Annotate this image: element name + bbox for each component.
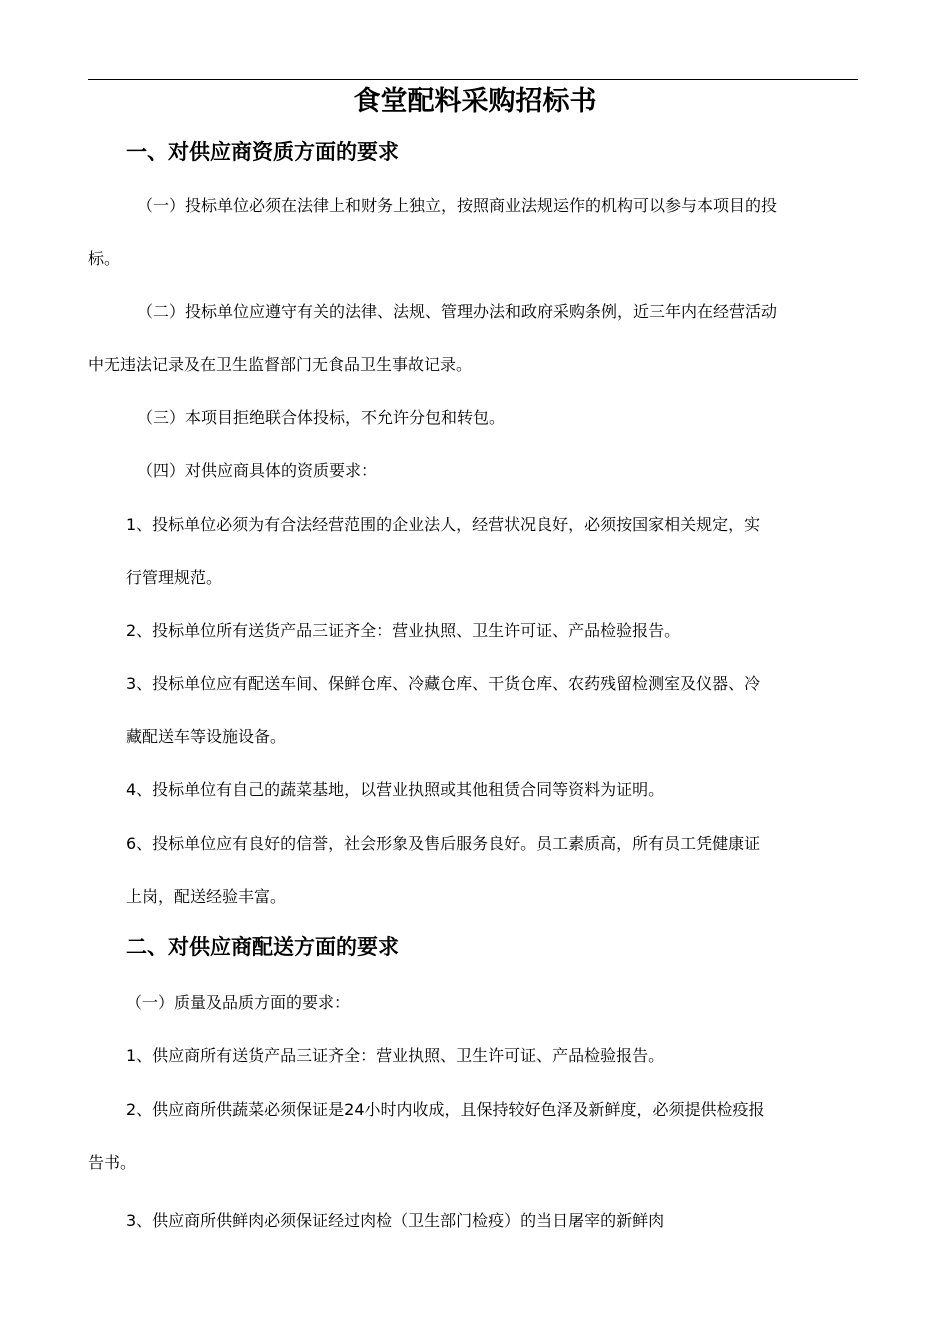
section-1-item-1-line2: 行管理规范。 [126, 568, 223, 587]
section-1-p1-line2: 标。 [88, 249, 121, 268]
section-1-p2-line2: 中无违法记录及在卫生监督部门无食品卫生事故记录。 [88, 355, 473, 374]
section-1-p3: （三）本项目拒绝联合体投标，不允许分包和转包。 [137, 408, 506, 427]
section-2-item-1: 1、供应商所有送货产品三证齐全：营业执照、卫生许可证、产品检验报告。 [126, 1046, 665, 1065]
document-title: 食堂配料采购招标书 [353, 86, 597, 117]
section-2-heading: 二、对供应商配送方面的要求 [126, 935, 399, 959]
section-1-item-6-line2: 上岗，配送经验丰富。 [126, 887, 287, 906]
section-1-item-2: 2、投标单位所有送货产品三证齐全：营业执照、卫生许可证、产品检验报告。 [126, 621, 681, 640]
section-2-item-3: 3、供应商所供鲜肉必须保证经过肉检（卫生部门检疫）的当日屠宰的新鲜肉 [126, 1211, 665, 1230]
header-rule [88, 79, 858, 80]
section-1-item-4: 4、投标单位有自己的蔬菜基地，以营业执照或其他租赁合同等资料为证明。 [126, 780, 665, 799]
section-1-item-3-line1: 3、投标单位应有配送车间、保鲜仓库、冷藏仓库、干货仓库、农药残留检测室及仪器、冷 [126, 674, 761, 693]
section-2-item-2-line2: 告书。 [88, 1153, 137, 1172]
section-1-p2-line1: （二）投标单位应遵守有关的法律、法规、管理办法和政府采购条例，近三年内在经营活动 [137, 302, 778, 321]
section-1-item-6-line1: 6、投标单位应有良好的信誉，社会形象及售后服务良好。员工素质高，所有员工凭健康证 [126, 834, 761, 853]
section-2-p1: （一）质量及品质方面的要求： [126, 993, 351, 1012]
section-1-item-3-line2: 藏配送车等设施设备。 [126, 727, 287, 746]
section-2-item-2-line1: 2、供应商所供蔬菜必须保证是24小时内收成，且保持较好色泽及新鲜度，必须提供检疫报 [126, 1100, 765, 1119]
section-1-p1-line1: （一）投标单位必须在法律上和财务上独立，按照商业法规运作的机构可以参与本项目的投 [137, 196, 778, 215]
section-1-heading: 一、对供应商资质方面的要求 [126, 140, 399, 164]
section-1-p4: （四）对供应商具体的资质要求： [137, 461, 378, 480]
section-1-item-1-line1: 1、投标单位必须为有合法经营范围的企业法人，经营状况良好，必须按国家相关规定，实 [126, 515, 761, 534]
